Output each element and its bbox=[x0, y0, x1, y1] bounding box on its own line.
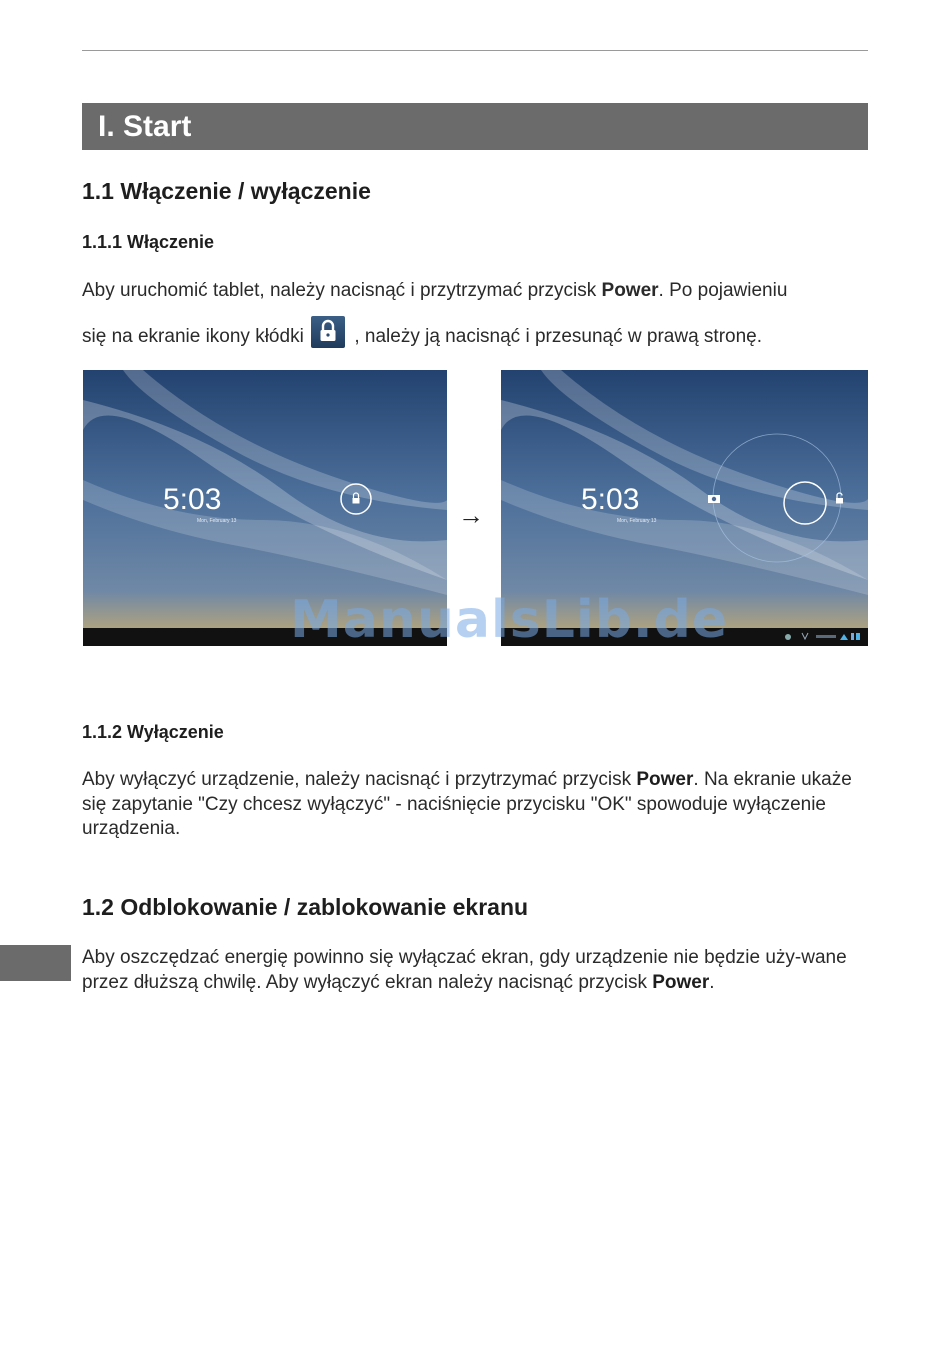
text-span: . Na ekranie ukaże się zapytanie "Czy chcesz wyłączyć" - naciśnięcie przycisku "OK" spowoduje wyłączenie urządzenia. bbox=[82, 769, 852, 839]
chapter-title: I. Start bbox=[98, 110, 192, 143]
padlock-icon bbox=[311, 316, 345, 348]
lockscreen-time: 5:03 bbox=[163, 483, 222, 516]
subsection-heading-1-1-2: 1.1.2 Wyłączenie bbox=[82, 722, 224, 742]
paragraph-screen-lock bbox=[82, 946, 868, 995]
text-span: . Po pojawieniu bbox=[658, 280, 788, 301]
camera-icon[interactable] bbox=[708, 495, 720, 503]
power-bold: Power bbox=[601, 280, 659, 301]
paragraph-power-off bbox=[82, 768, 868, 842]
power-bold: Power bbox=[652, 971, 710, 993]
paragraph-power-on-line1 bbox=[82, 280, 787, 302]
text-span: . bbox=[709, 971, 715, 993]
section-heading-1-2: 1.2 Odblokowanie / zablokowanie ekranu bbox=[82, 894, 529, 920]
lockscreen-date: Mon, February 13 bbox=[617, 518, 657, 524]
text-span: Aby oszczędzać energię powinno się wyłączać ekran, gdy urządzenie nie będzie uży-wane przez dłuższą chwilę. Aby wyłączyć ekran należy nacisnąć przycisk bbox=[82, 947, 847, 993]
chapter-banner bbox=[82, 103, 868, 150]
text-span: Aby wyłączyć urządzenie, należy nacisnąć i przytrzymać przycisk bbox=[82, 769, 637, 790]
top-rule bbox=[82, 50, 868, 51]
side-chapter-tab bbox=[0, 945, 71, 981]
section-heading-1-1: 1.1 Włączenie / wyłączenie bbox=[82, 178, 371, 204]
text-span: Aby uruchomić tablet, należy nacisnąć i przytrzymać przycisk bbox=[82, 280, 602, 301]
text-span: , należy ją nacisnąć i przesunąć w prawą stronę. bbox=[354, 326, 763, 347]
transition-arrow: → bbox=[458, 500, 484, 530]
paragraph-power-on-line2 bbox=[82, 316, 762, 348]
lockscreen-time: 5:03 bbox=[581, 483, 640, 516]
lockscreen-date: Mon, February 13 bbox=[197, 518, 237, 524]
power-bold: Power bbox=[636, 769, 694, 790]
text-span: się na ekranie ikony kłódki bbox=[82, 326, 304, 347]
subsection-heading-1-1-1: 1.1.1 Włączenie bbox=[82, 232, 215, 252]
watermark: ManualsLib.de bbox=[290, 590, 729, 650]
